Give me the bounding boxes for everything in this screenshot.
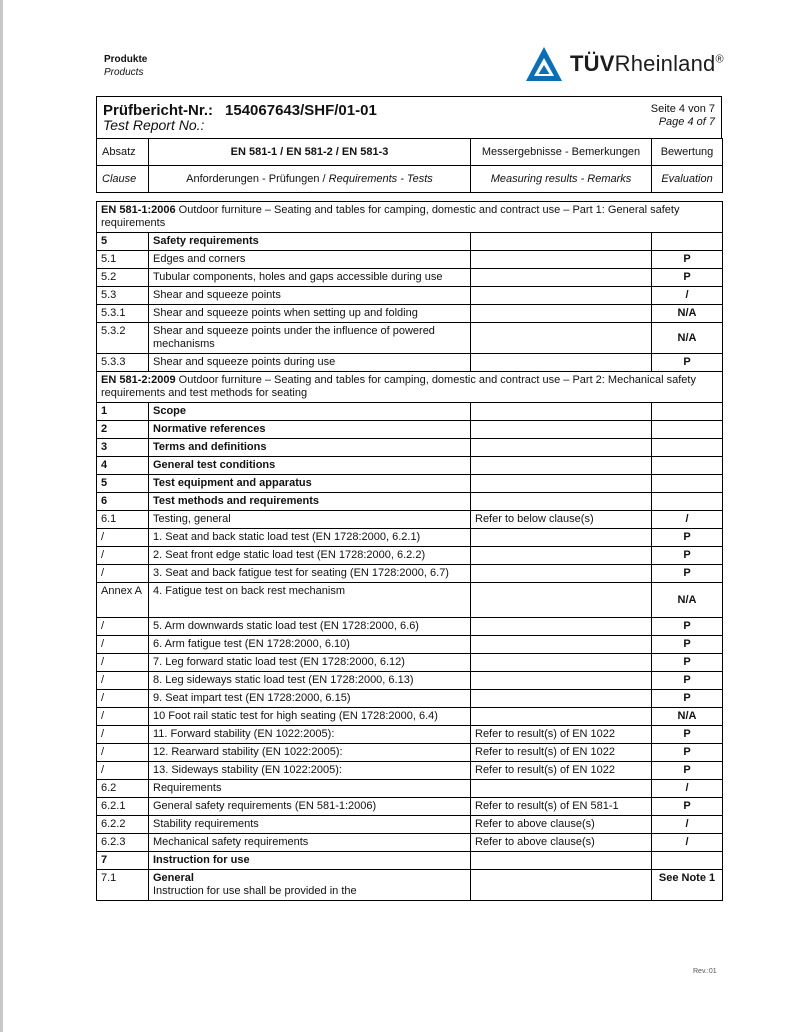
evaluation-cell: P: [652, 251, 723, 269]
requirement-cell: 8. Leg sideways static load test (EN 1728:2000, 6.13): [149, 672, 471, 690]
table-row: [97, 762, 723, 780]
col-eval-de: Bewertung: [652, 139, 723, 166]
evaluation-cell: [652, 233, 723, 251]
result-cell: [471, 654, 652, 672]
requirement-cell: Shear and squeeze points when setting up and folding: [149, 305, 471, 323]
result-cell: [471, 269, 652, 287]
requirement-cell: General test conditions: [149, 457, 471, 475]
result-cell: Refer to above clause(s): [471, 816, 652, 834]
table-row: [97, 493, 723, 511]
clause-cell: 6.1: [97, 511, 149, 529]
requirement-cell: 7. Leg forward static load test (EN 1728:2000, 6.12): [149, 654, 471, 672]
page-left-border: [0, 0, 3, 1032]
evaluation-cell: [652, 421, 723, 439]
result-cell: [471, 708, 652, 726]
evaluation-cell: [652, 493, 723, 511]
requirement-cell: 5. Arm downwards static load test (EN 1728:2000, 6.6): [149, 618, 471, 636]
clause-cell: /: [97, 726, 149, 744]
clause-cell: 6.2.2: [97, 816, 149, 834]
evaluation-cell: P: [652, 726, 723, 744]
table-row: [97, 690, 723, 708]
clause-cell: 6: [97, 493, 149, 511]
table-row: [97, 798, 723, 816]
result-cell: [471, 403, 652, 421]
evaluation-cell: N/A: [652, 708, 723, 726]
clause-cell: 6.2.3: [97, 834, 149, 852]
evaluation-cell: N/A: [652, 323, 723, 354]
requirement-cell: 13. Sideways stability (EN 1022:2005):: [149, 762, 471, 780]
evaluation-cell: [652, 439, 723, 457]
table-row: [97, 654, 723, 672]
table-row: [97, 565, 723, 583]
standard-title: EN 581-1:2006 Outdoor furniture – Seating and tables for camping, domestic and contract use – Part 1: General safety requirements: [97, 202, 723, 233]
evaluation-cell: [652, 403, 723, 421]
requirement-cell: General Instruction for use shall be provided in the: [149, 870, 471, 901]
report-label-en: Test Report No.:: [103, 117, 205, 133]
requirement-cell: Requirements: [149, 780, 471, 798]
requirements-table: [96, 201, 723, 901]
result-cell: [471, 305, 652, 323]
result-cell: [471, 233, 652, 251]
result-cell: [471, 287, 652, 305]
requirement-cell: 1. Seat and back static load test (EN 1728:2000, 6.2.1): [149, 529, 471, 547]
table-row: [97, 708, 723, 726]
result-cell: [471, 323, 652, 354]
table-row: [97, 269, 723, 287]
requirement-cell: 6. Arm fatigue test (EN 1728:2000, 6.10): [149, 636, 471, 654]
requirement-cell: Normative references: [149, 421, 471, 439]
requirement-cell: Testing, general: [149, 511, 471, 529]
requirement-cell: General safety requirements (EN 581-1:2006): [149, 798, 471, 816]
table-row: [97, 583, 723, 618]
table-row: [97, 251, 723, 269]
evaluation-cell: /: [652, 834, 723, 852]
clause-cell: 7: [97, 852, 149, 870]
evaluation-cell: P: [652, 672, 723, 690]
table-row: [97, 636, 723, 654]
col-requirements: Anforderungen - Prüfungen / Requirements - Tests: [149, 166, 471, 193]
clause-cell: /: [97, 565, 149, 583]
clause-cell: 5: [97, 475, 149, 493]
evaluation-cell: P: [652, 565, 723, 583]
result-cell: Refer to above clause(s): [471, 834, 652, 852]
requirement-cell: Mechanical safety requirements: [149, 834, 471, 852]
clause-cell: 5.3: [97, 287, 149, 305]
col-clause-de: Absatz: [97, 139, 149, 166]
clause-cell: /: [97, 529, 149, 547]
products-label-de: Produkte: [104, 54, 148, 65]
evaluation-cell: [652, 475, 723, 493]
result-cell: Refer to result(s) of EN 1022: [471, 762, 652, 780]
revision-label: Rev.:01: [693, 968, 717, 975]
products-label-en: Products: [104, 67, 144, 78]
result-cell: Refer to below clause(s): [471, 511, 652, 529]
clause-cell: 5.1: [97, 251, 149, 269]
table-row: [97, 202, 723, 233]
clause-cell: 6.2.1: [97, 798, 149, 816]
clause-cell: /: [97, 762, 149, 780]
requirement-cell: Scope: [149, 403, 471, 421]
table-row: [97, 834, 723, 852]
report-number-line: Prüfbericht-Nr.: 154067643/SHF/01-01: [103, 102, 377, 119]
result-cell: [471, 636, 652, 654]
clause-cell: 7.1: [97, 870, 149, 901]
requirement-cell: Terms and definitions: [149, 439, 471, 457]
clause-cell: 5.3.1: [97, 305, 149, 323]
table-row: [97, 529, 723, 547]
requirement-cell: Shear and squeeze points under the influence of powered mechanisms: [149, 323, 471, 354]
evaluation-cell: P: [652, 654, 723, 672]
result-cell: [471, 439, 652, 457]
table-row: [97, 618, 723, 636]
result-cell: [471, 493, 652, 511]
table-row: [97, 305, 723, 323]
requirement-cell: Stability requirements: [149, 816, 471, 834]
table-row: [97, 233, 723, 251]
evaluation-cell: P: [652, 636, 723, 654]
table-row: [97, 323, 723, 354]
evaluation-cell: P: [652, 269, 723, 287]
standard-title: EN 581-2:2009 Outdoor furniture – Seating and tables for camping, domestic and contract use – Part 2: Mechanical safety requirements and test methods for seating: [97, 372, 723, 403]
page-number-en: Page 4 of 7: [658, 116, 715, 128]
requirement-cell: Test equipment and apparatus: [149, 475, 471, 493]
requirement-cell: 2. Seat front edge static load test (EN 1728:2000, 6.2.2): [149, 547, 471, 565]
evaluation-cell: P: [652, 762, 723, 780]
col-results-de: Messergebnisse - Bemerkungen: [471, 139, 652, 166]
result-cell: Refer to result(s) of EN 1022: [471, 726, 652, 744]
clause-cell: /: [97, 690, 149, 708]
result-cell: [471, 690, 652, 708]
requirement-cell: 10 Foot rail static test for high seating (EN 1728:2000, 6.4): [149, 708, 471, 726]
table-row: [97, 780, 723, 798]
result-cell: [471, 457, 652, 475]
result-cell: [471, 618, 652, 636]
table-row: [97, 439, 723, 457]
table-row: [97, 403, 723, 421]
table-row: [97, 726, 723, 744]
tuv-logo: [524, 44, 724, 84]
evaluation-cell: P: [652, 354, 723, 372]
requirement-cell: Shear and squeeze points during use: [149, 354, 471, 372]
clause-cell: 5.3.3: [97, 354, 149, 372]
evaluation-cell: P: [652, 618, 723, 636]
evaluation-cell: /: [652, 816, 723, 834]
result-cell: [471, 672, 652, 690]
evaluation-cell: P: [652, 529, 723, 547]
table-row: [97, 457, 723, 475]
requirement-cell: 12. Rearward stability (EN 1022:2005):: [149, 744, 471, 762]
table-row: [97, 421, 723, 439]
evaluation-cell: P: [652, 547, 723, 565]
requirement-cell: Edges and corners: [149, 251, 471, 269]
evaluation-cell: [652, 852, 723, 870]
evaluation-cell: [652, 457, 723, 475]
page-number-de: Seite 4 von 7: [650, 103, 715, 115]
clause-cell: 6.2: [97, 780, 149, 798]
clause-cell: /: [97, 708, 149, 726]
evaluation-cell: /: [652, 780, 723, 798]
table-row: [97, 354, 723, 372]
clause-cell: 1: [97, 403, 149, 421]
report-number: 154067643/SHF/01-01: [225, 102, 377, 119]
table-row: [97, 511, 723, 529]
clause-cell: 3: [97, 439, 149, 457]
evaluation-cell: P: [652, 798, 723, 816]
table-row: [97, 744, 723, 762]
table-row: [97, 672, 723, 690]
clause-cell: 5: [97, 233, 149, 251]
products-label: [104, 53, 147, 79]
result-cell: [471, 529, 652, 547]
requirement-cell: 4. Fatigue test on back rest mechanism: [149, 583, 471, 618]
col-eval-en: Evaluation: [652, 166, 723, 193]
evaluation-cell: N/A: [652, 305, 723, 323]
clause-cell: 5.2: [97, 269, 149, 287]
result-cell: [471, 547, 652, 565]
requirement-cell: Safety requirements: [149, 233, 471, 251]
clause-cell: /: [97, 618, 149, 636]
requirement-cell: Shear and squeeze points: [149, 287, 471, 305]
clause-cell: /: [97, 654, 149, 672]
clause-cell: /: [97, 672, 149, 690]
result-cell: [471, 780, 652, 798]
requirement-cell: Tubular components, holes and gaps accessible during use: [149, 269, 471, 287]
table-row: [97, 547, 723, 565]
column-header-table: [96, 138, 723, 193]
table-row: [97, 475, 723, 493]
clause-cell: 5.3.2: [97, 323, 149, 354]
tuv-triangle-icon: [524, 45, 564, 83]
table-row: [97, 287, 723, 305]
report-header: [96, 96, 722, 138]
result-cell: [471, 870, 652, 901]
evaluation-cell: /: [652, 511, 723, 529]
requirement-cell: Test methods and requirements: [149, 493, 471, 511]
evaluation-cell: P: [652, 690, 723, 708]
tuv-logo-text: TÜVRheinland®: [570, 51, 724, 76]
table-row: [97, 372, 723, 403]
table-row: [97, 870, 723, 901]
result-cell: [471, 475, 652, 493]
result-cell: [471, 354, 652, 372]
col-clause-en: Clause: [97, 166, 149, 193]
evaluation-cell: P: [652, 744, 723, 762]
evaluation-cell: /: [652, 287, 723, 305]
evaluation-cell: See Note 1: [652, 870, 723, 901]
result-cell: Refer to result(s) of EN 581-1: [471, 798, 652, 816]
clause-cell: 2: [97, 421, 149, 439]
requirement-cell: Instruction for use: [149, 852, 471, 870]
result-cell: Refer to result(s) of EN 1022: [471, 744, 652, 762]
col-standards: EN 581-1 / EN 581-2 / EN 581-3: [149, 139, 471, 166]
result-cell: [471, 251, 652, 269]
clause-cell: Annex A: [97, 583, 149, 618]
requirement-cell: 9. Seat impart test (EN 1728:2000, 6.15): [149, 690, 471, 708]
clause-cell: /: [97, 636, 149, 654]
table-row: [97, 816, 723, 834]
clause-cell: 4: [97, 457, 149, 475]
evaluation-cell: N/A: [652, 583, 723, 618]
result-cell: [471, 852, 652, 870]
result-cell: [471, 565, 652, 583]
table-row: [97, 852, 723, 870]
clause-cell: /: [97, 547, 149, 565]
result-cell: [471, 583, 652, 618]
result-cell: [471, 421, 652, 439]
clause-cell: /: [97, 744, 149, 762]
requirement-cell: 11. Forward stability (EN 1022:2005):: [149, 726, 471, 744]
requirement-cell: 3. Seat and back fatigue test for seating (EN 1728:2000, 6.7): [149, 565, 471, 583]
col-results-en: Measuring results - Remarks: [471, 166, 652, 193]
